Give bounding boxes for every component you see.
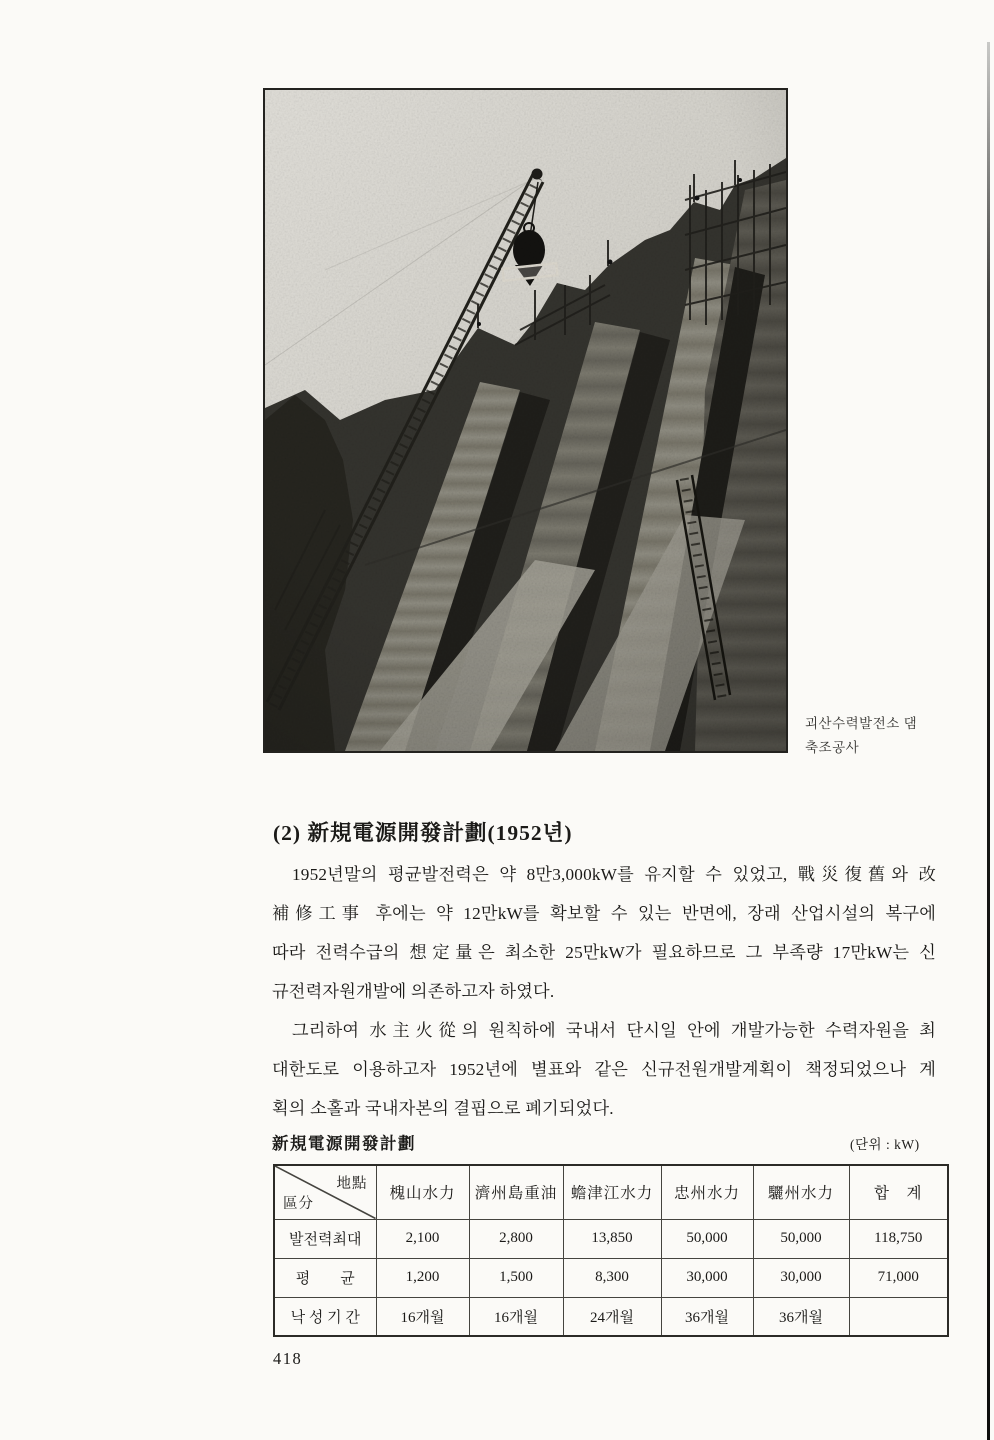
cell-value: 16개월 <box>376 1297 469 1336</box>
body-line: 補修工事 후에는 약 12만kW를 확보할 수 있는 반면에, 장래 산업시설의 복구에 <box>272 904 936 923</box>
page-number: 418 <box>273 1349 303 1368</box>
body-line: 대한도로 이용하고자 1952년에 별표와 같은 신규전원개발계획이 책정되었으나 계 <box>272 1060 936 1079</box>
body-line: 따라 전력수급의 想定量은 최소한 25만kW가 필요하므로 그 부족량 17만kW는 신 <box>272 943 936 962</box>
cell-value: 30,000 <box>753 1258 849 1297</box>
body-line: 규전력자원개발에 의존하고자 하였다. <box>272 982 555 1001</box>
cell-value: 8,300 <box>563 1258 661 1297</box>
cell-value: 50,000 <box>753 1219 849 1258</box>
cell-value: 2,800 <box>469 1219 563 1258</box>
column-header: 蟾津江水力 <box>563 1165 661 1219</box>
cell-value: 1,500 <box>469 1258 563 1297</box>
table-row <box>274 1219 948 1258</box>
row-label: 평 균 <box>274 1258 376 1297</box>
corner-cell <box>274 1165 376 1219</box>
cell-value: 2,100 <box>376 1219 469 1258</box>
table-title: 新規電源開發計劃 <box>272 1134 416 1153</box>
row-label: 낙 성 기 간 <box>274 1297 376 1336</box>
body-line: 획의 소홀과 국내자본의 결핍으로 폐기되었다. <box>272 1099 614 1118</box>
cell-value: 36개월 <box>753 1297 849 1336</box>
table-row <box>274 1297 948 1336</box>
body-line: 1952년말의 평균발전력은 약 8만3,000kW를 유지할 수 있었고, 戰災復舊와 改 <box>292 865 936 884</box>
table-header-row <box>274 1165 948 1219</box>
column-header: 합 계 <box>849 1165 948 1219</box>
photo-caption <box>805 712 965 760</box>
power-plan-table <box>273 1164 949 1337</box>
dam-photo-illustration <box>265 90 786 751</box>
section-heading: (2) 新規電源開發計劃(1952년) <box>273 821 573 845</box>
body-text <box>272 855 936 1128</box>
cell-value: 16개월 <box>469 1297 563 1336</box>
cell-value: 30,000 <box>661 1258 753 1297</box>
cell-value: 118,750 <box>849 1219 948 1258</box>
body-line: 그리하여 水主火從의 원칙하에 국내서 단시일 안에 개발가능한 수력자원을 최 <box>292 1021 936 1040</box>
scan-edge-artifact <box>987 42 990 1440</box>
cell-value: 50,000 <box>661 1219 753 1258</box>
cell-value: 71,000 <box>849 1258 948 1297</box>
unit-label: (단위 : kW) <box>850 1137 920 1152</box>
column-header: 槐山水力 <box>376 1165 469 1219</box>
cell-value: 36개월 <box>661 1297 753 1336</box>
column-header: 濟州島重油 <box>469 1165 563 1219</box>
photo-caption-line2: 축조공사 <box>805 740 860 755</box>
cell-value: 13,850 <box>563 1219 661 1258</box>
corner-label-location: 地點 <box>336 1176 368 1192</box>
cell-value: 1,200 <box>376 1258 469 1297</box>
corner-label-category: 區分 <box>283 1195 314 1212</box>
cell-value: 24개월 <box>563 1297 661 1336</box>
row-label: 발전력최대 <box>274 1219 376 1258</box>
column-header: 忠州水力 <box>661 1165 753 1219</box>
photo-caption-line1: 괴산수력발전소 댐 <box>805 716 918 731</box>
cell-value <box>849 1297 948 1336</box>
table-row <box>274 1258 948 1297</box>
column-header: 驪州水力 <box>753 1165 849 1219</box>
dam-photo <box>263 88 788 753</box>
